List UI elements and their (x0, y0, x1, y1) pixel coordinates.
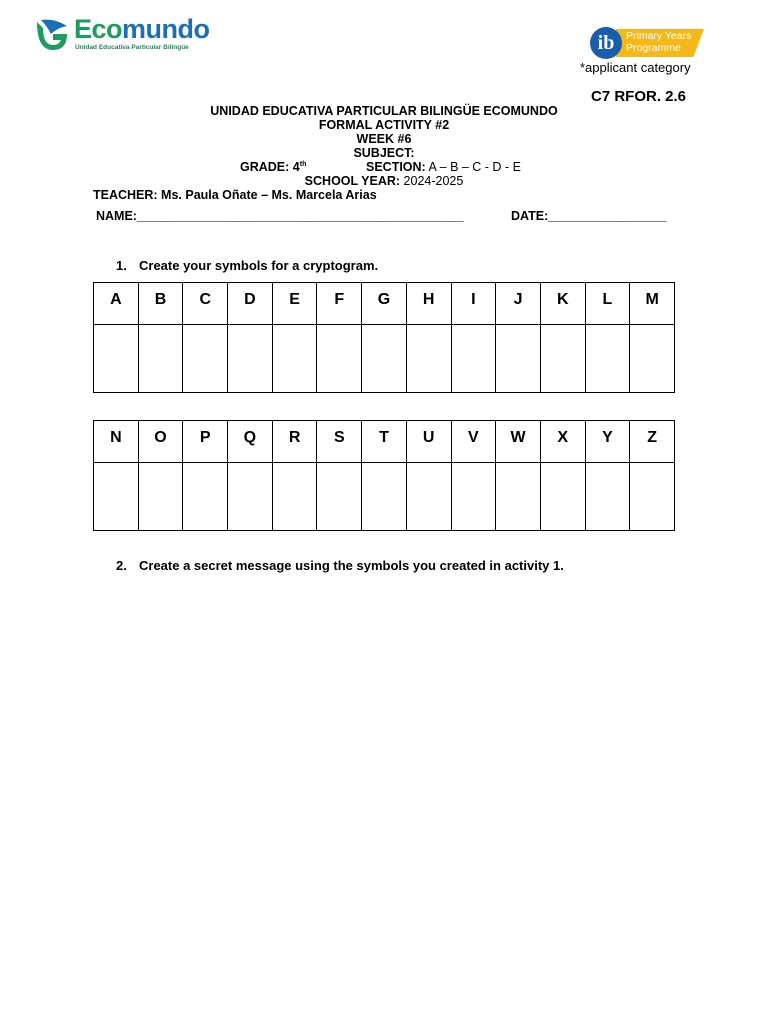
letter-row (94, 283, 675, 325)
question-1: 1. Create your symbols for a cryptogram. (116, 258, 379, 273)
week-label: WEEK #6 (356, 132, 412, 146)
symbol-cell[interactable] (585, 325, 630, 393)
letter-cell: D (228, 283, 273, 325)
letter-cell: I (451, 283, 496, 325)
school-year: SCHOOL YEAR: 2024-2025 (304, 174, 464, 188)
document-code: C7 RFOR. 2.6 (591, 88, 687, 105)
letter-cell: V (451, 421, 496, 463)
letter-cell: M (630, 283, 675, 325)
letter-cell: H (406, 283, 451, 325)
symbol-cell[interactable] (138, 325, 183, 393)
symbol-cell[interactable] (630, 325, 675, 393)
ecomundo-wordmark: Ecomundo (74, 14, 210, 44)
letter-cell: A (94, 283, 139, 325)
symbol-row (94, 325, 675, 393)
activity-title: FORMAL ACTIVITY #2 (318, 118, 450, 132)
letter-cell: Y (585, 421, 630, 463)
letter-cell: K (540, 283, 585, 325)
ecomundo-leaf-icon (33, 16, 71, 54)
ib-logo-text: Primary Years Programme (626, 30, 692, 54)
symbol-cell[interactable] (451, 325, 496, 393)
symbol-cell[interactable] (183, 463, 228, 531)
symbol-cell[interactable] (451, 463, 496, 531)
cryptogram-table-a-m (93, 282, 675, 393)
letter-cell: B (138, 283, 183, 325)
letter-cell: N (94, 421, 139, 463)
letter-cell: J (496, 283, 541, 325)
symbol-cell[interactable] (183, 325, 228, 393)
letter-cell: S (317, 421, 362, 463)
symbol-cell[interactable] (317, 463, 362, 531)
letter-cell: F (317, 283, 362, 325)
ib-pyp-logo (590, 27, 706, 61)
grade-label: GRADE: 4th (240, 160, 307, 174)
letter-cell: Q (228, 421, 273, 463)
symbol-cell[interactable] (585, 463, 630, 531)
symbol-cell[interactable] (362, 325, 407, 393)
date-field[interactable]: DATE:_________________ (511, 209, 667, 223)
ecomundo-tagline: Unidad Educativa Particular Bilingüe (75, 44, 189, 51)
applicant-note: *applicant category (580, 60, 691, 75)
symbol-cell[interactable] (406, 325, 451, 393)
letter-cell: U (406, 421, 451, 463)
symbol-cell[interactable] (362, 463, 407, 531)
letter-cell: E (272, 283, 317, 325)
section-label: SECTION: A – B – C - D - E (366, 160, 521, 174)
subject-label: SUBJECT: (353, 146, 415, 160)
teacher-line: TEACHER: Ms. Paula Oñate – Ms. Marcela Arias (93, 188, 377, 202)
symbol-cell[interactable] (630, 463, 675, 531)
letter-cell: T (362, 421, 407, 463)
letter-cell: L (585, 283, 630, 325)
symbol-cell[interactable] (406, 463, 451, 531)
cryptogram-table-n-z (93, 420, 675, 531)
symbol-cell[interactable] (94, 463, 139, 531)
symbol-cell[interactable] (317, 325, 362, 393)
letter-cell: X (540, 421, 585, 463)
letter-cell: C (183, 283, 228, 325)
symbol-cell[interactable] (272, 325, 317, 393)
letter-cell: Z (630, 421, 675, 463)
symbol-cell[interactable] (228, 463, 273, 531)
ecomundo-logo (33, 14, 210, 56)
symbol-cell[interactable] (228, 325, 273, 393)
letter-cell: O (138, 421, 183, 463)
ib-icon: ib (590, 27, 622, 59)
letter-row (94, 421, 675, 463)
symbol-cell[interactable] (496, 325, 541, 393)
letter-cell: R (272, 421, 317, 463)
question-2: 2. Create a secret message using the symbols you created in activity 1. (116, 558, 564, 573)
symbol-row (94, 463, 675, 531)
letter-cell: W (496, 421, 541, 463)
symbol-cell[interactable] (496, 463, 541, 531)
school-name: UNIDAD EDUCATIVA PARTICULAR BILINGÜE ECOMUNDO (210, 104, 558, 118)
letter-cell: G (362, 283, 407, 325)
symbol-cell[interactable] (540, 325, 585, 393)
name-field[interactable]: NAME:_______________________________________________ (96, 209, 464, 223)
symbol-cell[interactable] (272, 463, 317, 531)
symbol-cell[interactable] (540, 463, 585, 531)
letter-cell: P (183, 421, 228, 463)
symbol-cell[interactable] (138, 463, 183, 531)
symbol-cell[interactable] (94, 325, 139, 393)
